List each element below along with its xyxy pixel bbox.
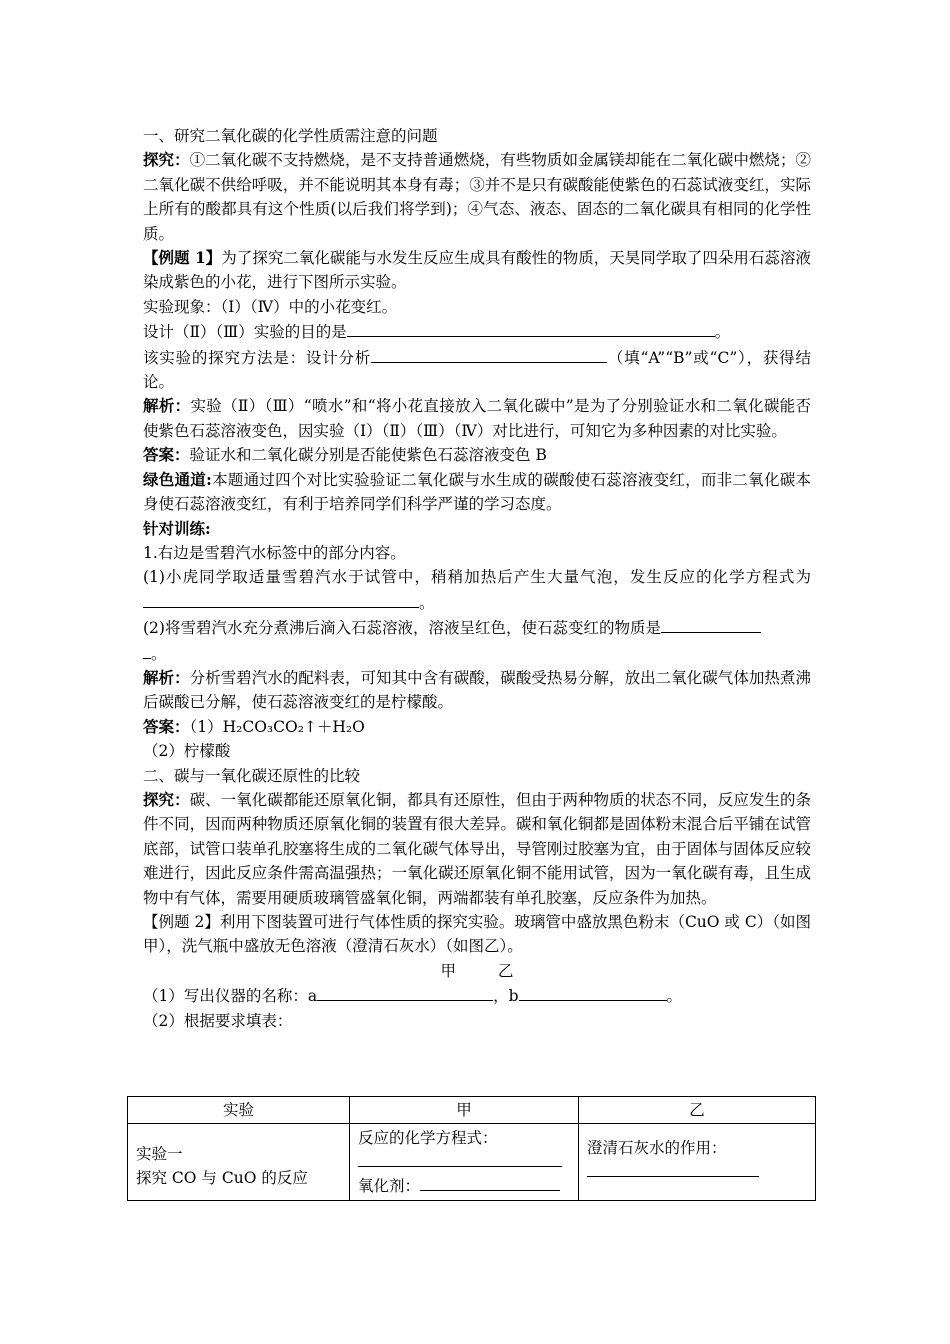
example1-text: 为了探究二氧化碳能与水发生反应生成具有酸性的物质，天昊同学取了四朵用石蕊溶液染成紫色的小花，进行下图所示实验。 [143, 249, 811, 292]
example2 [143, 910, 811, 959]
green-channel-label: 绿色通道: [143, 469, 212, 489]
answer-blank-b[interactable] [519, 983, 667, 1001]
training-q1-1 [143, 565, 811, 615]
example1-label: 【例题 1】 [143, 248, 222, 268]
figure-captions [143, 959, 811, 983]
answer2-part1: （1）H₂CO₃CO₂↑＋H₂O [189, 717, 365, 736]
design-question-text: 设计（Ⅱ）（Ⅲ）实验的目的是 [143, 323, 347, 342]
results-table [127, 1096, 816, 1201]
limewater-label: 澄清石灰水的作用： [587, 1139, 727, 1157]
instrument-question-b: ，b [493, 987, 519, 1006]
answer2-label: 答案： [143, 716, 190, 736]
answer-2 [143, 715, 811, 739]
green-channel [143, 468, 811, 517]
answer-blank[interactable] [371, 345, 607, 363]
method-question-end: （填“A”“B”或“C”），获得结论。 [143, 348, 811, 392]
example2-text: 利用下图装置可进行气体性质的探究实验。玻璃管中盛放黑色粉末（CuO 或 C）（如图甲），洗气瓶中盛放无色溶液（澄清石灰水）（如图乙）。 [143, 913, 811, 956]
limewater-blank-wrap [587, 1160, 759, 1177]
oxidant-label: 氧化剂： [358, 1177, 421, 1195]
oxidant-row [358, 1173, 570, 1198]
analysis-label: 解析： [143, 396, 191, 416]
explore2-text: 碳、一氧化碳都能还原氧化铜，都具有还原性，但由于两种物质的状态不同，反应发生的条件不同，因而两种物质还原氧化铜的装置有很大差异。碳和氧化铜都是固体粉末混合后平铺在试管底部，试管口装单孔胶塞将生成的二氧化碳气体导出，导管刚过胶塞为宜，由于固体与固体反应较难进行，因此反应条件需高温强热；一氧化碳还原氧化铜不能用试管，因为一氧化碳有毒，且生成物中有气体，需要用硬质玻璃管盛氧化铜，两端都装有单孔胶塞，反应条件为加热。 [143, 790, 811, 907]
section1-explore [143, 148, 811, 246]
answer-2-part2: （2）柠檬酸 [143, 742, 231, 761]
method-question-text: 该实验的探究方法是：设计分析 [143, 348, 372, 367]
method-question [143, 345, 811, 395]
table-cell-experiment [128, 1124, 350, 1201]
explore-text: ①二氧化碳不支持燃烧，是不支持普通燃烧，有些物质如金属镁却能在二氧化碳中燃烧；②二氧化碳不供给呼吸，并不能说明其本身有毒；③并不是只有碳酸能使紫色的石蕊试液变红，实际上所有的酸都具有这个性质(以后我们将学到)；④气态、液态、固态的二氧化碳具有相同的化学性质。 [143, 151, 811, 243]
explore2-label: 探究： [143, 789, 190, 809]
training-q1-2-text: (2)将雪碧汽水充分煮沸后滴入石蕊溶液，溶液呈红色，使石蕊变红的物质是 [143, 619, 661, 638]
training-q1-2-end: 。 [151, 644, 167, 663]
equation-label: 反应的化学方程式： [358, 1129, 498, 1147]
table-instruction: （2）根据要求填表： [143, 1011, 293, 1030]
answer-blank[interactable] [347, 319, 715, 337]
experiment-line2: 探究 CO 与 CuO 的反应 [136, 1169, 308, 1187]
explore-label: 探究： [143, 150, 190, 170]
section2-heading: 二、碳与一氧化碳还原性的比较 [143, 766, 361, 785]
training-heading [143, 517, 811, 541]
instrument-question-end: 。 [666, 987, 683, 1006]
training-q1-1-end: 。 [419, 593, 435, 612]
phenomenon: 实验现象：（Ⅰ）（Ⅳ）中的小花变红。 [143, 297, 398, 316]
answer [143, 443, 811, 467]
design-question [143, 319, 811, 344]
training-q1-2 [143, 615, 811, 666]
answer-blank[interactable] [143, 590, 419, 608]
document-body [143, 124, 811, 1033]
example2-label: 【例题 2】 [143, 913, 220, 931]
answer-blank[interactable] [661, 615, 761, 633]
answer-blank-a[interactable] [317, 983, 493, 1001]
experiment-line1: 实验一 [136, 1145, 183, 1163]
green-channel-text: 本题通过四个对比实验验证二氧化碳与水生成的碳酸使石蕊溶液变红，而非二氧化碳本身使石蕊溶液变红，有利于培养同学们科学严谨的学习态度。 [143, 470, 811, 514]
instrument-question-text: （1）写出仪器的名称：a [143, 987, 318, 1006]
answer-blank-continued[interactable] [143, 641, 151, 659]
instrument-question [143, 983, 811, 1008]
answer-text: 验证水和二氧化碳分别是否能使紫色石蕊溶液变色 B [189, 446, 547, 465]
table-header-row [128, 1097, 816, 1124]
figure-caption-b: 乙 [498, 961, 514, 980]
analysis-2 [143, 666, 811, 715]
table-header-cell: 甲 [350, 1097, 579, 1124]
training-q1-1-text: (1)小虎同学取适量雪碧汽水于试管中，稍稍加热后产生大量气泡，发生反应的化学方程式为 [143, 568, 811, 587]
section1-heading: 一、研究二氧化碳的化学性质需注意的问题 [143, 127, 438, 145]
oxidant-blank[interactable] [420, 1173, 560, 1191]
equation-blank[interactable] [358, 1150, 562, 1167]
table-cell-yi [579, 1124, 816, 1201]
training-label: 针对训练: [143, 518, 211, 538]
table-cell-jia [350, 1124, 579, 1201]
figure-caption-a: 甲 [440, 961, 456, 980]
analysis-text: 实验（Ⅱ）（Ⅲ）“喷水”和“将小花直接放入二氧化碳中”是为了分别验证水和二氧化碳能否使紫色石蕊溶液变色，因实验（Ⅰ）（Ⅱ）（Ⅲ）（Ⅳ）对比进行，可知它为多种因素的对比实验。 [143, 397, 811, 440]
training-q1: 1.右边是雪碧汽水标签中的部分内容。 [143, 543, 406, 562]
table-header-cell: 实验 [128, 1097, 350, 1124]
analysis2-label: 解析： [143, 667, 190, 687]
table-header-cell: 乙 [579, 1097, 816, 1124]
equation-blank-wrap [358, 1150, 562, 1167]
analysis2-text: 分析雪碧汽水的配料表，可知其中含有碳酸，碳酸受热易分解，放出二氧化碳气体加热煮沸后碳酸已分解，使石蕊溶液变红的是柠檬酸。 [143, 668, 811, 712]
example1 [143, 246, 811, 295]
answer-label: 答案： [143, 445, 190, 465]
section2-explore [143, 788, 811, 910]
limewater-blank[interactable] [587, 1160, 759, 1177]
analysis [143, 394, 811, 443]
design-question-end: 。 [714, 323, 731, 342]
table-row [128, 1124, 816, 1201]
